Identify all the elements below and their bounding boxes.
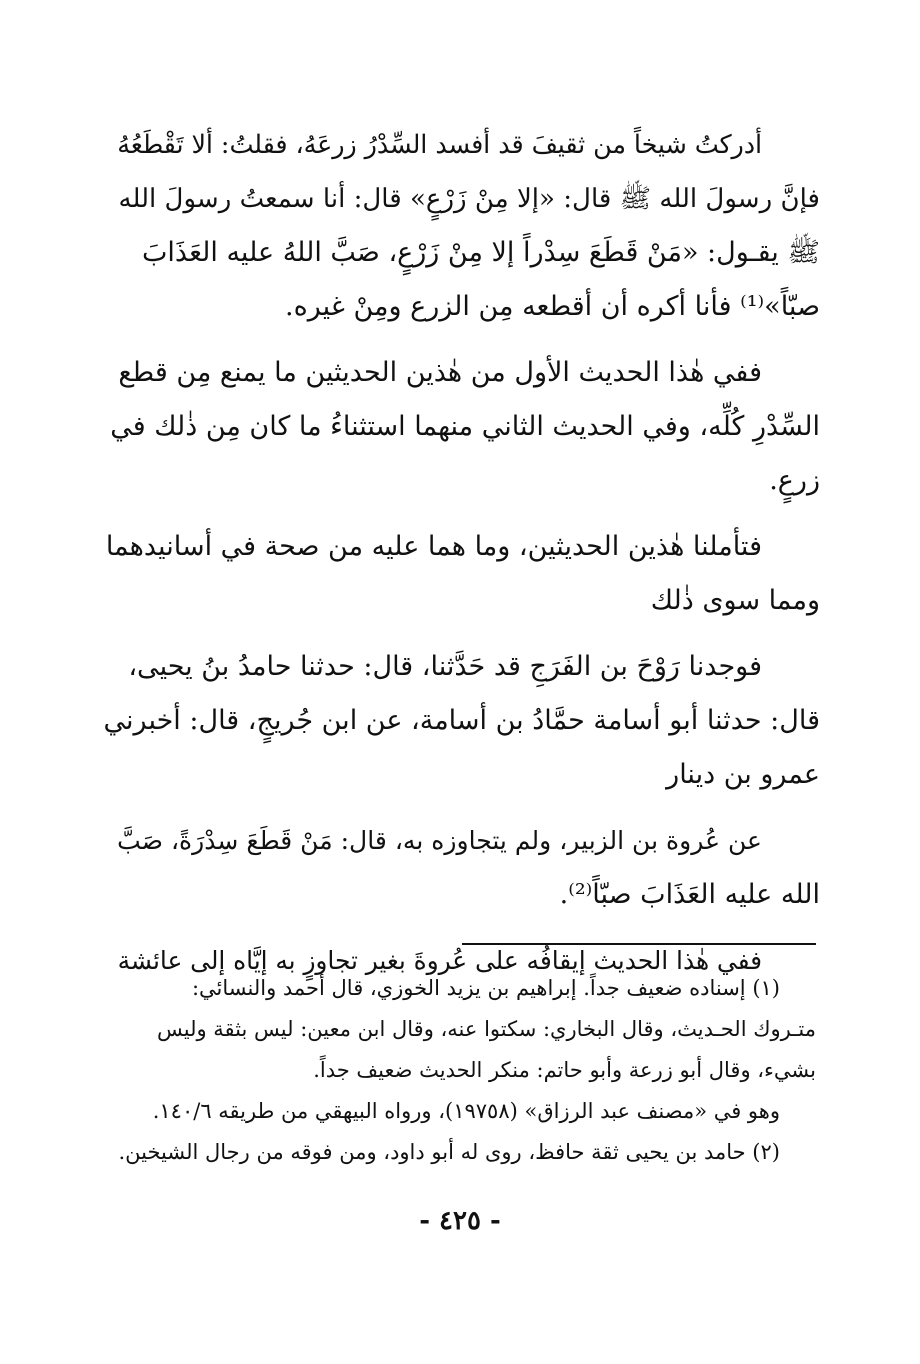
footnote-line: (٢) حامد بن يحيى ثقة حافظ، روى له أبو داود، ومن فوقه من رجال الشيخين. xyxy=(118,1140,780,1164)
paragraph-5 xyxy=(104,814,820,922)
text-line: الله عليه العَذَابَ صبّاً⁽²⁾. xyxy=(559,879,820,910)
page-number: - ٤٢٥ - xyxy=(419,1206,501,1236)
text-line: أدركتُ شيخاً من ثقيفَ قد أفسد السِّدْرُ زرعَهُ، فقلتُ: ألا تَقْطَعُهُ xyxy=(117,130,762,159)
footnote-line: (١) إسناده ضعيف جداً. إبراهيم بن يزيد الخوزي، قال أحمد والنسائي: xyxy=(191,976,780,1000)
footnote-line: وهو في «مصنف عبد الرزاق» (١٩٧٥٨)، ورواه البيهقي من طريقه ١٤٠/٦. xyxy=(152,1099,780,1123)
paragraph-3 xyxy=(104,520,820,628)
text-line: زرعٍ. xyxy=(769,465,820,496)
text-line: ومما سوى ذٰلك xyxy=(650,585,820,616)
footnote-1 xyxy=(104,968,816,1091)
paragraph-2 xyxy=(104,346,820,508)
text-line: السِّدْرِ كُلِّه، وفي الحديث الثاني منهما استثناءُ ما كان مِن ذٰلك في xyxy=(110,411,820,442)
text-line: عن عُروة بن الزبير، ولم يتجاوزه به، قال: مَنْ قَطَعَ سِدْرَةً، صَبَّ xyxy=(117,826,762,855)
paragraph-4 xyxy=(104,640,820,802)
text-line: فإنَّ رسولَ الله ﷺ قال: «إلا مِنْ زَرْعٍ» قال: أنا سمعتُ رسولَ الله xyxy=(118,184,820,214)
footnotes xyxy=(104,968,816,1173)
main-text xyxy=(104,118,820,988)
footnote-separator xyxy=(462,943,816,945)
text-line: ففي هٰذا الحديث إيقافُه على عُروةَ بغير تجاوزٍ به إيَّاه إلى عائشة xyxy=(117,946,762,975)
text-line: ففي هٰذا الحديث الأول من هٰذين الحديثين ما يمنع مِن قطع xyxy=(118,357,762,388)
footnote-line: بشيء، وقال أبو زرعة وأبو حاتم: منكر الحديث ضعيف جداً. xyxy=(313,1058,816,1082)
paragraph-1 xyxy=(104,118,820,334)
text-line: ﷺ يقـول: «مَنْ قَطَعَ سِدْراً إلا مِنْ زَرْعٍ، صَبَّ اللهُ عليه العَذَابَ xyxy=(142,237,820,268)
footnote-line: متـروك الحـديث، وقال البخاري: سكتوا عنه، وقال ابن معين: ليس بثقة وليس xyxy=(156,1017,816,1041)
footnote-1-source xyxy=(104,1091,816,1132)
text-line: فوجدنا رَوْحَ بن الفَرَجِ قد حَدَّثنا، قال: حدثنا حامدُ بنُ يحيى، xyxy=(128,651,762,682)
text-line: فتأملنا هٰذين الحديثين، وما هما عليه من صحة في أسانيدهما xyxy=(105,531,762,562)
text-line: قال: حدثنا أبو أسامة حمَّادُ بن أسامة، عن ابن جُريجٍ، قال: أخبرني xyxy=(103,705,820,736)
text-line: عمرو بن دينار xyxy=(666,759,820,790)
footnote-2 xyxy=(104,1132,816,1173)
text-line: صبّاً»⁽¹⁾ فأنا أكره أن أقطعه مِن الزرع ومِنْ غيره. xyxy=(285,291,820,322)
